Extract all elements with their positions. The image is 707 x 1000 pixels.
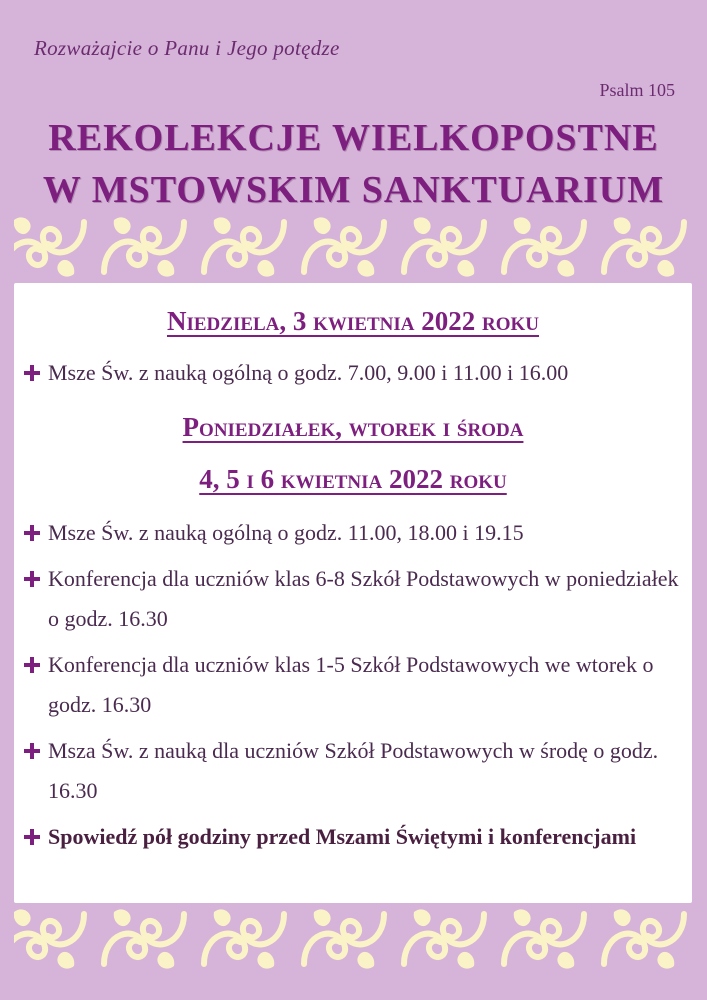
ornament-bottom [14,904,693,974]
list-item-text: Konferencja dla uczniów klas 1-5 Szkół Podstawowych we wtorek o godz. 16.30 [48,652,654,717]
cross-bullet-icon [24,353,44,393]
cross-bullet-icon [24,817,44,857]
ornament-top [14,212,693,282]
cross-bullet-icon [24,559,44,599]
cross-bullet-icon [24,731,44,771]
list-item-text: Msze Św. z nauką ogólną o godz. 11.00, 18.00 i 19.15 [48,520,524,545]
list-item-text: Spowiedź pół godziny przed Mszami Świętymi i konferencjami [48,824,637,849]
list-item-text: Konferencja dla uczniów klas 6-8 Szkół Podstawowych w poniedziałek o godz. 16.30 [48,566,679,631]
list-item [14,559,680,639]
page-title-line1: REKOLEKCJE WIELKOPOSTNE [48,117,659,159]
section-heading: Niedziela, 3 kwietnia 2022 roku [166,306,540,336]
cross-bullet-icon [24,513,44,553]
section-sunday [14,297,692,393]
list-item [14,353,680,393]
psalm-reference: Psalm 105 [599,80,675,100]
list-item [14,645,680,725]
list-item [14,513,680,553]
page-title-line2: W MSTOWSKIM SANKTUARIUM [42,169,665,211]
section-heading: Poniedziałek, wtorek i środa [182,412,524,442]
list-item [14,731,680,811]
section-weekdays [14,403,692,857]
list-item-text: Msza Św. z nauką dla uczniów Szkół Podstawowych w środę o godz. 16.30 [48,738,659,803]
cross-bullet-icon [24,645,44,685]
content-panel [14,283,692,903]
section-heading: 4, 5 i 6 kwietnia 2022 roku [199,464,507,494]
list-item [14,817,680,857]
list-item-text: Msze Św. z nauką ogólną o godz. 7.00, 9.00 i 11.00 i 16.00 [48,360,569,385]
quote-text: Rozważajcie o Panu i Jego potędze [34,36,340,60]
